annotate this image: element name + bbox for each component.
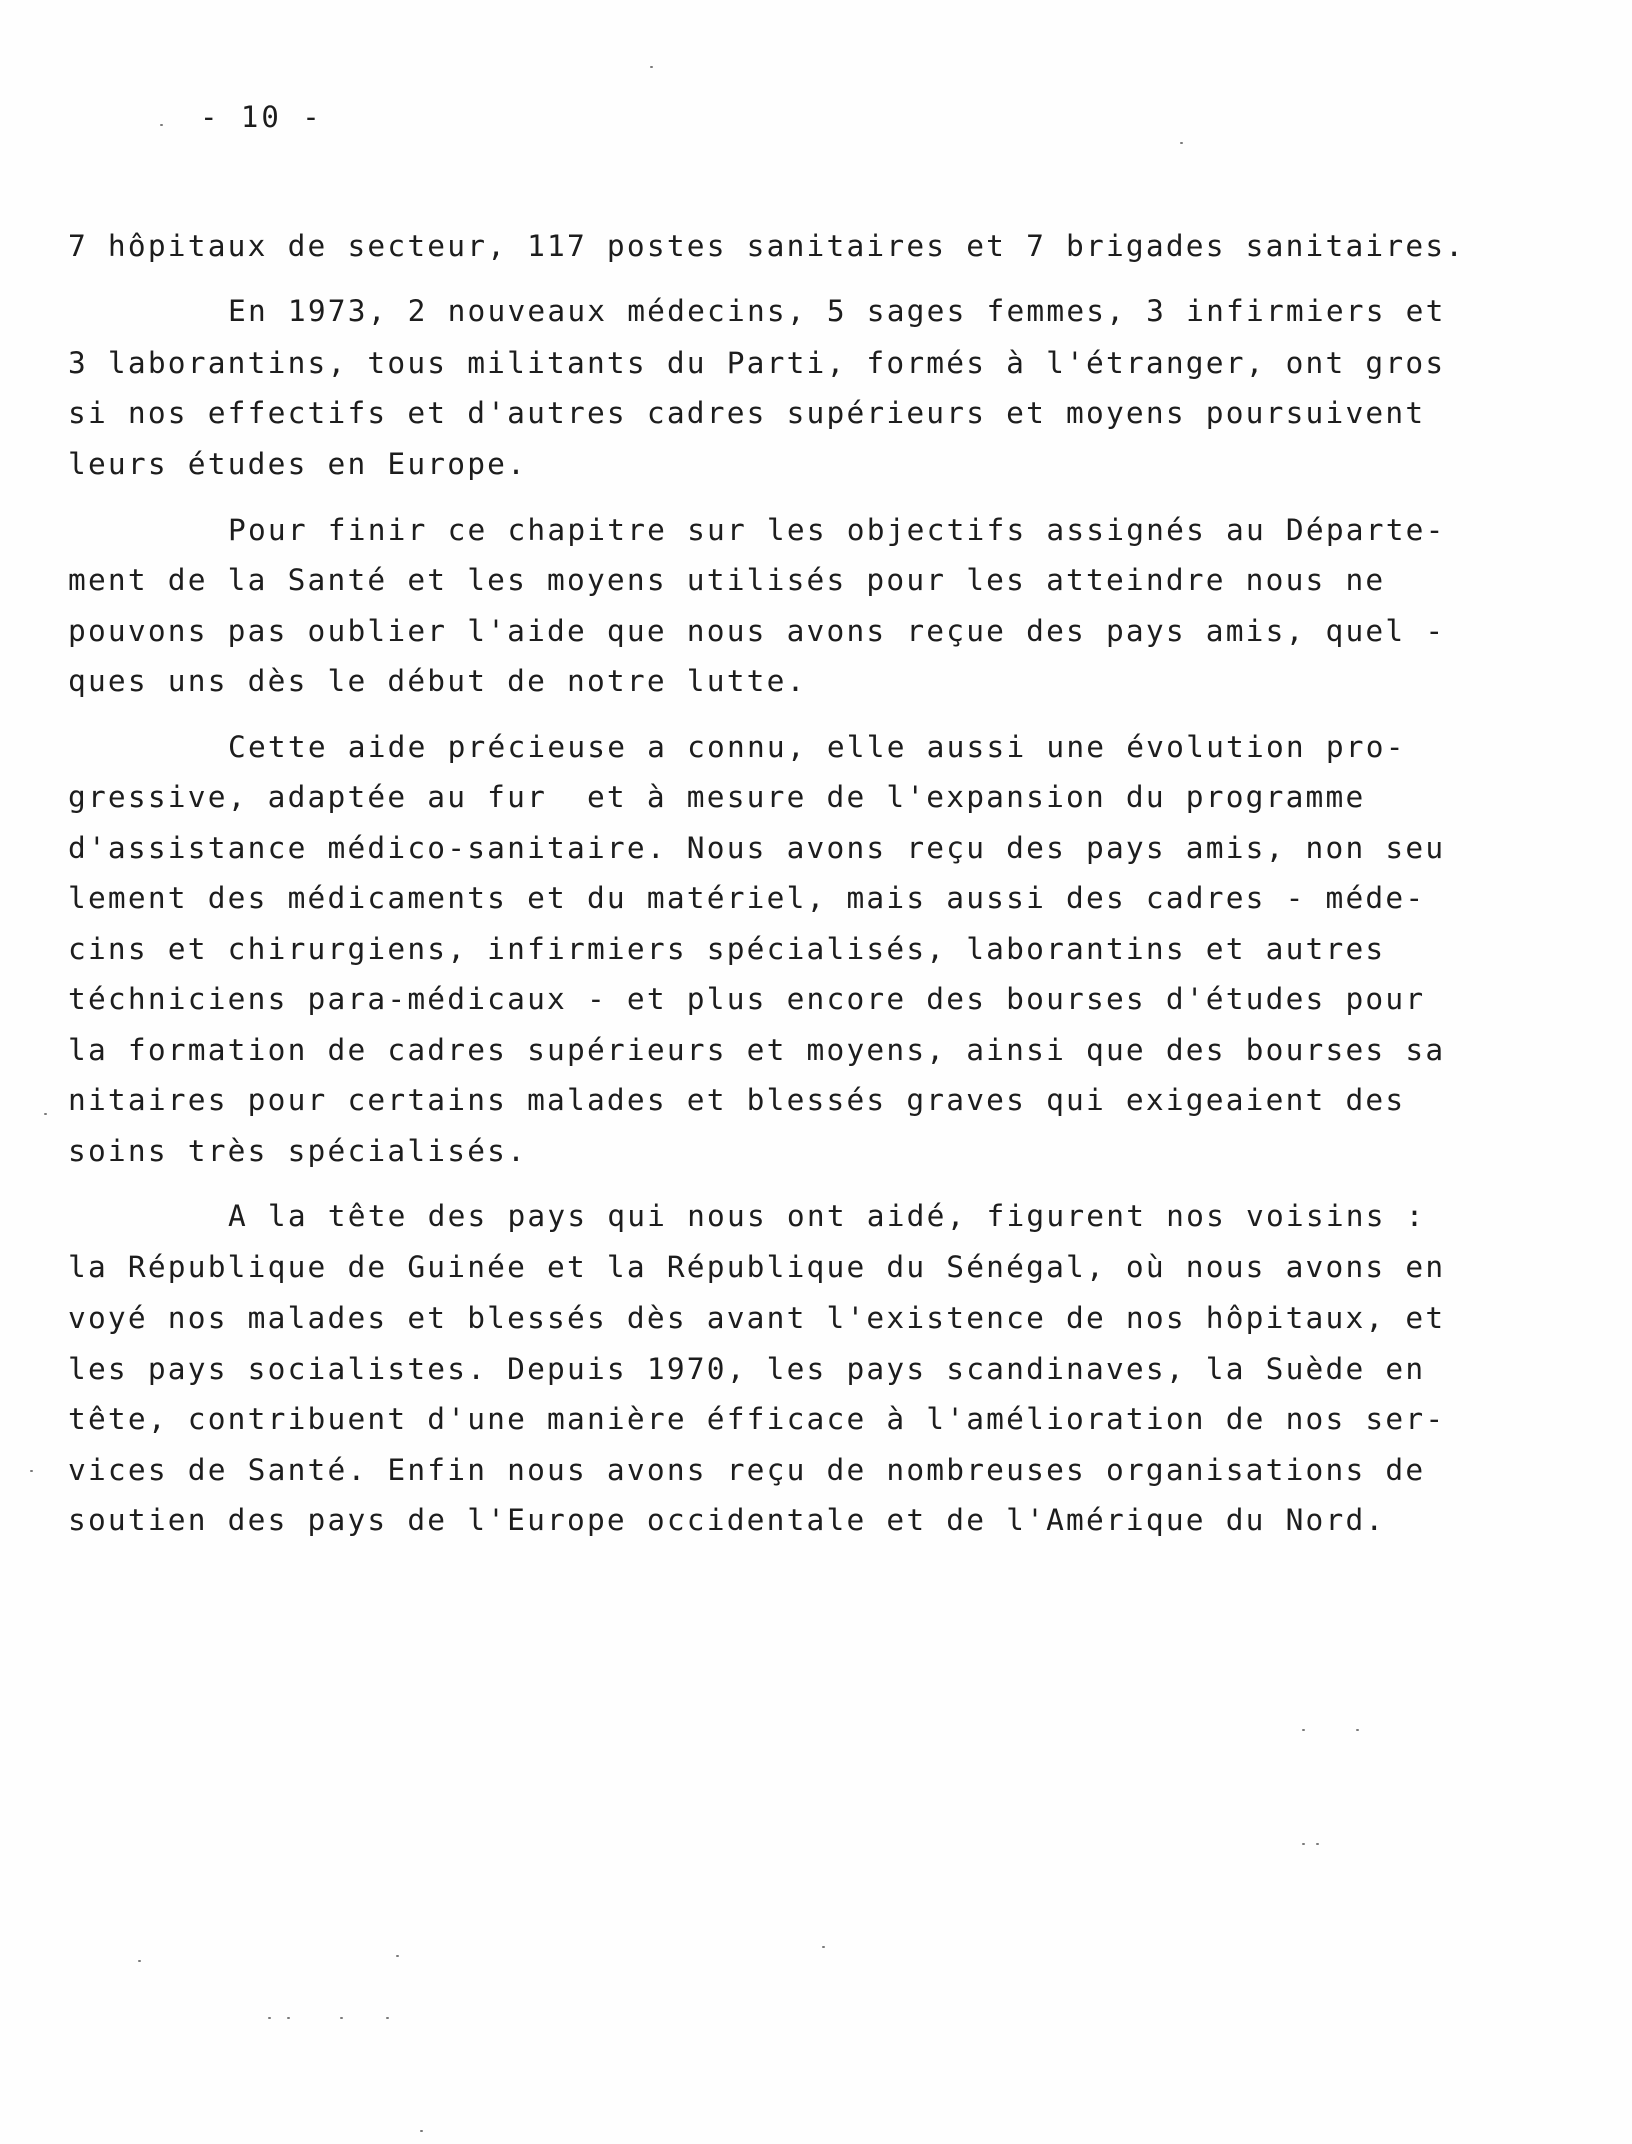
text-line: ques uns dès le début de notre lutte.	[68, 664, 807, 698]
scan-speck	[287, 2017, 290, 2019]
scan-speck	[160, 124, 163, 126]
text-line: pouvons pas oublier l'aide que nous avons reçue des pays amis, quel -	[68, 614, 1446, 648]
text-line: nitaires pour certains malades et blessés graves qui exigeaient des	[68, 1083, 1406, 1117]
scan-speck	[1316, 1843, 1319, 1845]
scan-speck	[268, 2017, 271, 2019]
text-line: soins très spécialisés.	[68, 1134, 528, 1168]
scan-speck	[396, 1955, 399, 1957]
text-line: lement des médicaments et du matériel, mais aussi des cadres - méde-	[68, 881, 1426, 915]
text-line: soutien des pays de l'Europe occidentale et de l'Amérique du Nord.	[68, 1503, 1386, 1537]
scan-speck	[822, 1946, 825, 1948]
text-line: A la tête des pays qui nous ont aidé, figurent nos voisins :	[228, 1199, 1426, 1233]
scan-speck	[1180, 142, 1183, 144]
scan-speck	[44, 1113, 47, 1115]
text-line: tête, contribuent d'une manière éfficace à l'amélioration de nos ser-	[68, 1402, 1446, 1436]
page-number: - 10 -	[200, 100, 323, 134]
text-line: d'assistance médico-sanitaire. Nous avons reçu des pays amis, non seu	[68, 831, 1446, 865]
text-line: leurs études en Europe.	[68, 447, 528, 481]
text-line: la République de Guinée et la République du Sénégal, où nous avons en	[68, 1250, 1446, 1284]
text-line: les pays socialistes. Depuis 1970, les pays scandinaves, la Suède en	[68, 1352, 1426, 1386]
text-line: vices de Santé. Enfin nous avons reçu de nombreuses organisations de	[68, 1453, 1426, 1487]
text-line: ment de la Santé et les moyens utilisés pour les atteindre nous ne	[68, 563, 1386, 597]
scan-speck	[420, 2130, 423, 2132]
text-line: Cette aide précieuse a connu, elle aussi une évolution pro-	[228, 730, 1406, 764]
text-line: 3 laborantins, tous militants du Parti, formés à l'étranger, ont gros	[68, 346, 1446, 380]
text-line: gressive, adaptée au fur et à mesure de l'expansion du programme	[68, 780, 1366, 814]
text-line: voyé nos malades et blessés dès avant l'existence de nos hôpitaux, et	[68, 1301, 1446, 1335]
scan-speck	[138, 1960, 141, 1962]
text-line: cins et chirurgiens, infirmiers spécialisés, laborantins et autres	[68, 932, 1386, 966]
scan-speck	[1302, 1843, 1305, 1845]
text-line: si nos effectifs et d'autres cadres supérieurs et moyens poursuivent	[68, 396, 1426, 430]
text-line: la formation de cadres supérieurs et moyens, ainsi que des bourses sa	[68, 1033, 1446, 1067]
scan-speck	[30, 1470, 33, 1472]
text-line: téchniciens para-médicaux - et plus encore des bourses d'études pour	[68, 982, 1426, 1016]
scan-speck	[1356, 1729, 1359, 1731]
scan-speck	[386, 2017, 389, 2019]
scan-speck	[340, 2017, 343, 2019]
text-line: Pour finir ce chapitre sur les objectifs assignés au Départe-	[228, 513, 1446, 547]
text-line: En 1973, 2 nouveaux médecins, 5 sages femmes, 3 infirmiers et	[228, 294, 1446, 328]
scan-speck	[650, 66, 653, 68]
text-line: 7 hôpitaux de secteur, 117 postes sanitaires et 7 brigades sanitaires.	[68, 229, 1466, 263]
scan-speck	[1302, 1729, 1305, 1731]
